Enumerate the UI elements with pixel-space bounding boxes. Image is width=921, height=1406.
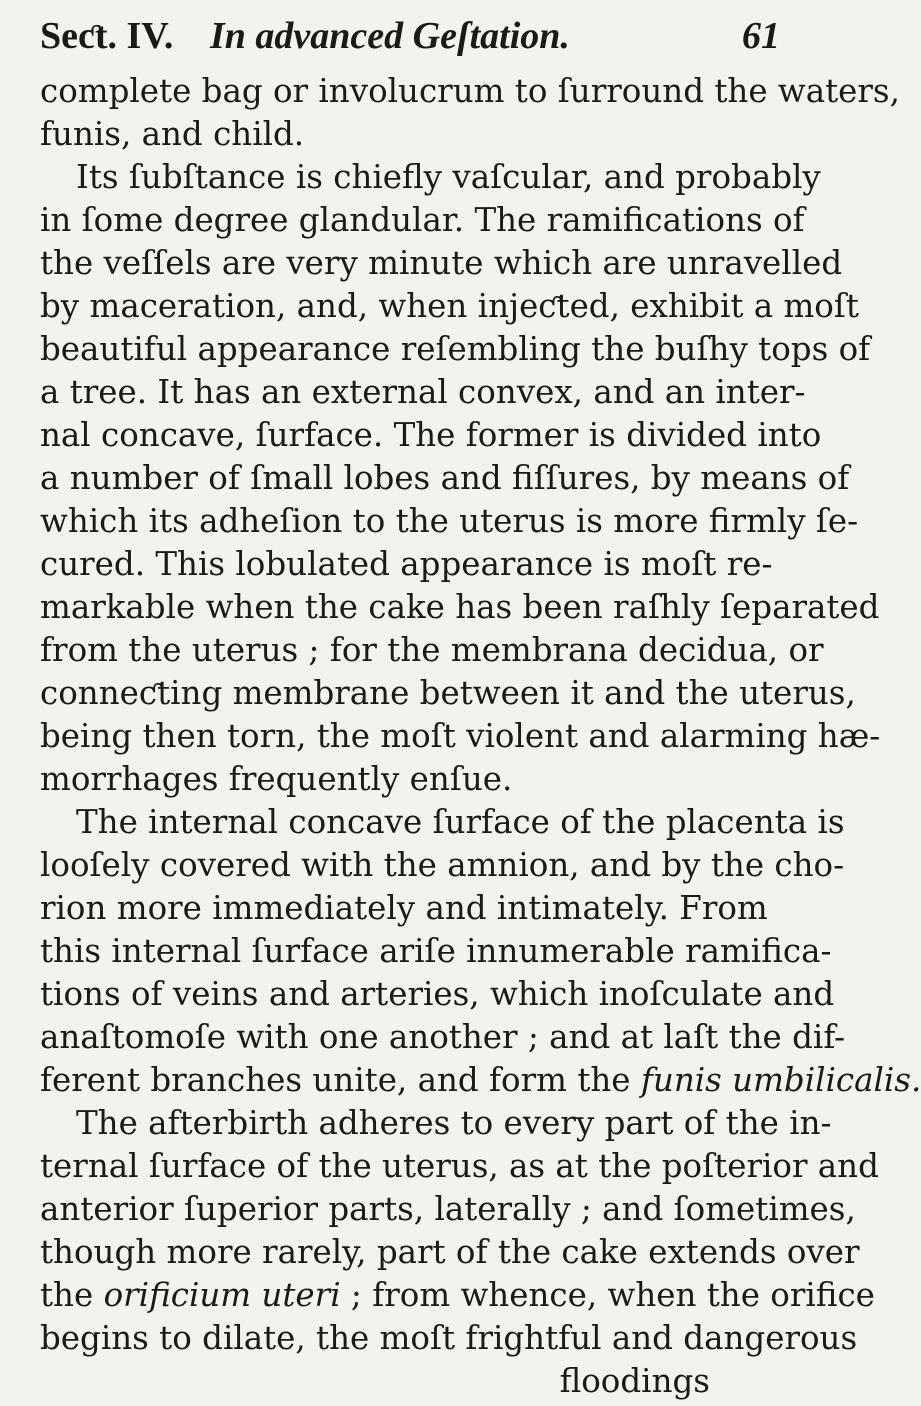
text-line: this internal ſurface ariſe innumerable ramifica-: [40, 932, 832, 970]
text-run: ; from whence, when the orifice: [340, 1276, 875, 1314]
text-line: conneƈting membrane between it and the uterus,: [40, 674, 856, 712]
text-line: cured. This lobulated appearance is moſt re-: [40, 545, 773, 583]
text-line: from the uterus ; for the membrana decidua, or: [40, 631, 824, 669]
text-line: a tree. It has an external convex, and an inter-: [40, 373, 806, 411]
text-line: begins to dilate, the moſt frightful and dangerous: [40, 1319, 858, 1357]
text-line: in ſome degree glandular. The ramifications of: [40, 201, 805, 239]
text-line: anterior ſuperior parts, laterally ; and ſometimes,: [40, 1190, 856, 1228]
text-line: rion more immediately and intimately. From: [40, 889, 768, 927]
text-line: The afterbirth adheres to every part of the in-: [76, 1104, 832, 1142]
text-line: being then torn, the moſt violent and alarming hæ-: [40, 717, 881, 755]
text-line: which its adheſion to the uterus is more firmly ſe-: [40, 502, 859, 540]
text-run: ferent branches unite, and form the: [40, 1061, 631, 1099]
text-line: though more rarely, part of the cake extends over: [40, 1233, 860, 1271]
italic-term: orificium uteri: [103, 1276, 341, 1314]
text-line: Its ſubſtance is chiefly vaſcular, and probably: [76, 158, 821, 196]
text-run: the: [40, 1276, 94, 1314]
text-line: anaſtomoſe with one another ; and at laſt the dif-: [40, 1018, 846, 1056]
section-label: Seƈt. IV.: [40, 15, 174, 57]
text-line: The internal concave ſurface of the placenta is: [76, 803, 845, 841]
text-line: a number of ſmall lobes and fiſſures, by means of: [40, 459, 850, 497]
text-line: [40, 1274, 875, 1317]
running-title: In advanced Geſtation.: [210, 15, 570, 57]
text-line: complete bag or involucrum to ſurround the waters,: [40, 72, 900, 110]
catchword: floodings: [559, 1362, 710, 1400]
text-line: beautiful appearance reſembling the buſhy tops of: [40, 330, 871, 368]
italic-term: funis umbilicalis.: [640, 1061, 921, 1099]
text-line: tions of veins and arteries, which inoſculate and: [40, 975, 835, 1013]
page-number: 61: [742, 15, 780, 57]
text-line: markable when the cake has been raſhly ſeparated: [40, 588, 880, 626]
text-line: looſely covered with the amnion, and by the cho-: [40, 846, 845, 884]
text-line: ternal ſurface of the uterus, as at the poſterior and: [40, 1147, 879, 1185]
text-line: funis, and child.: [40, 115, 305, 153]
text-line: by maceration, and, when injeƈted, exhibit a moſt: [40, 287, 859, 325]
text-line: nal concave, ſurface. The former is divided into: [40, 416, 822, 454]
running-header: [40, 14, 780, 74]
text-line: morrhages frequently enſue.: [40, 760, 513, 798]
text-line: [40, 1059, 921, 1102]
text-line: the veſſels are very minute which are unravelled: [40, 244, 843, 282]
